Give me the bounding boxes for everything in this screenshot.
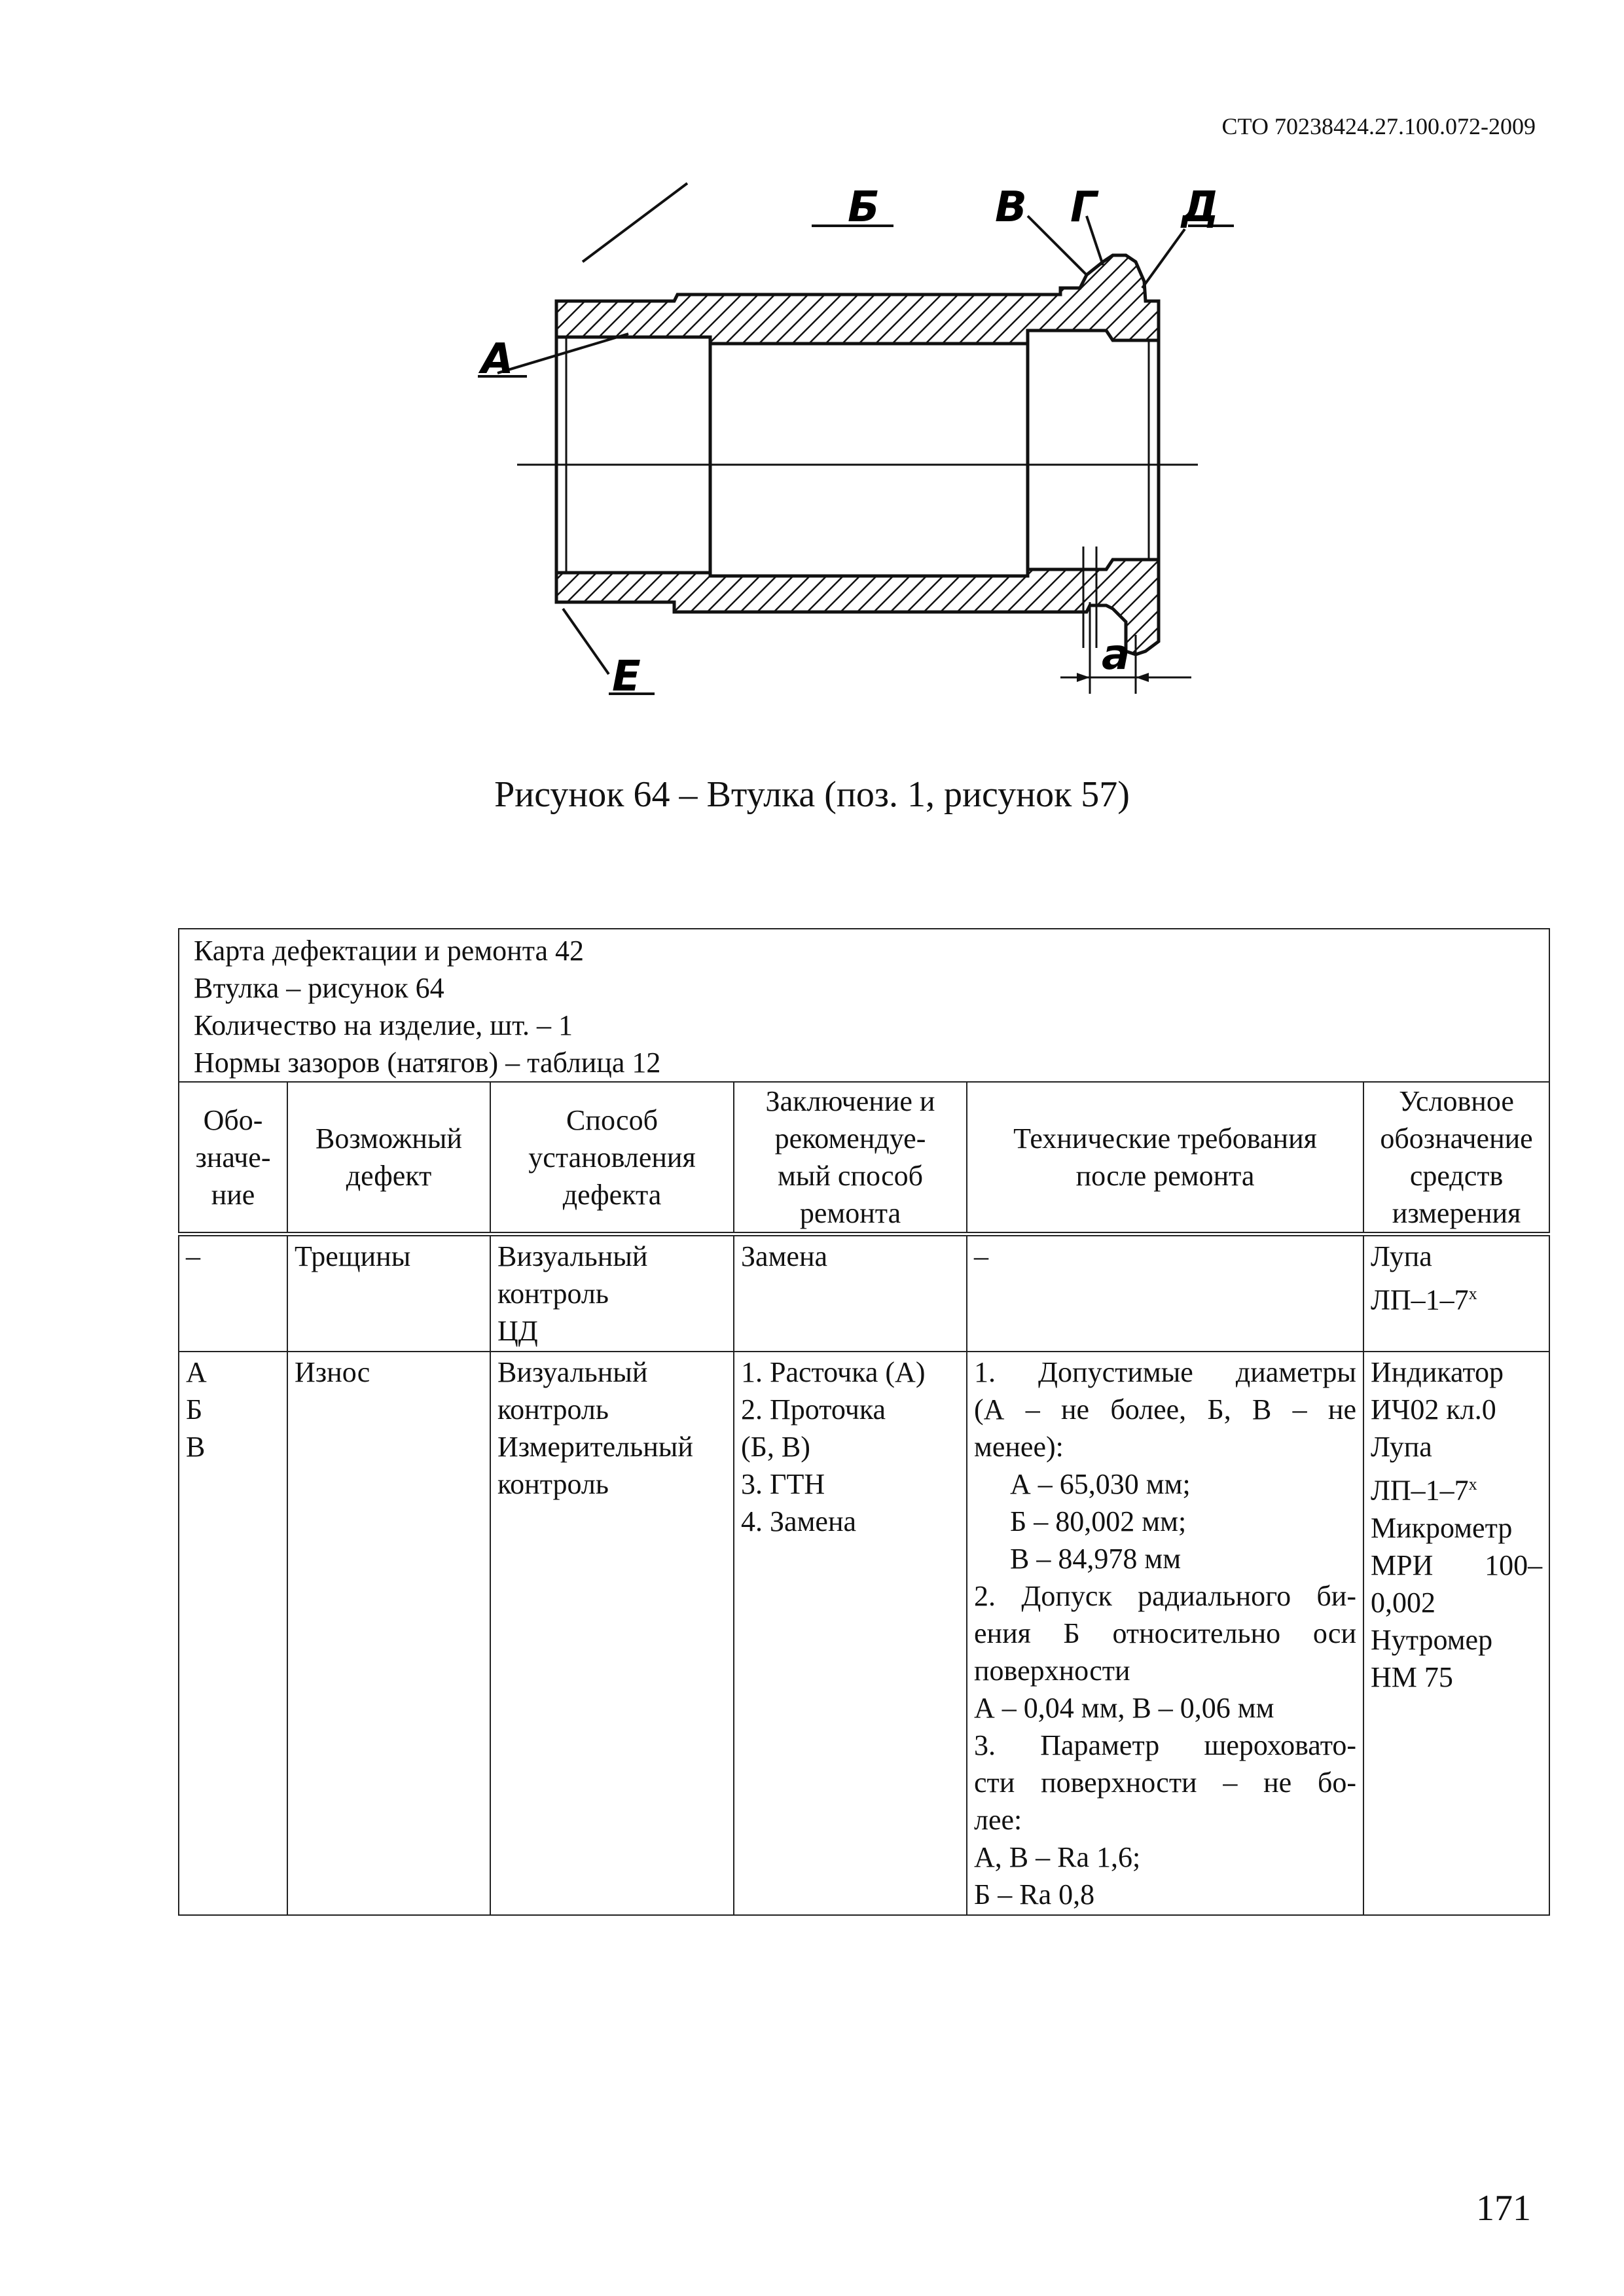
column-header — [734, 1082, 967, 1234]
cell-line: менее): — [974, 1431, 1064, 1463]
label-d: Д — [1182, 183, 1219, 232]
column-header-line: установления — [528, 1141, 696, 1174]
column-header-line: измерения — [1392, 1197, 1521, 1229]
cell-line: А – 0,04 мм, В – 0,06 мм — [974, 1692, 1274, 1724]
cell-line: ИЧ02 кл.0 — [1371, 1393, 1496, 1426]
cell-line: Замена — [741, 1240, 828, 1272]
column-header-line: значе- — [195, 1141, 271, 1174]
top-wall-section — [556, 255, 1159, 344]
cell-line: Лупа — [1371, 1240, 1432, 1272]
cell-tools — [1363, 1352, 1549, 1915]
cell-method — [490, 1234, 734, 1352]
cell-line: контроль — [497, 1278, 609, 1310]
cell-line: МРИ 100– — [1371, 1549, 1543, 1581]
cell-line: лее: — [974, 1804, 1022, 1836]
column-header-line: после ремонта — [1075, 1160, 1255, 1192]
cell-line: Измерительный — [497, 1431, 693, 1463]
column-header-line: мый способ — [777, 1160, 924, 1192]
cell-line: (А – не более, Б, В – не — [974, 1393, 1356, 1426]
cell-line: Б – Ra 0,8 — [974, 1878, 1095, 1910]
cell-line: ения Б относительно оси — [974, 1617, 1356, 1649]
label-g: Г — [1070, 183, 1097, 232]
cell-line: Микрометр — [1371, 1511, 1513, 1544]
cell-line: $ЛП-1-7^х$ — [1371, 1474, 1477, 1507]
bottom-wall-section — [556, 560, 1159, 655]
column-header-line: рекомендуе- — [774, 1122, 926, 1155]
column-header-line: Заключение и — [765, 1085, 935, 1117]
card-title: Карта дефектации и ремонта 42 — [194, 935, 584, 967]
cell-line: 4. Замена — [741, 1505, 857, 1537]
cell-line: 0,002 — [1371, 1586, 1435, 1619]
cell-line: (Б, В) — [741, 1431, 810, 1463]
cell-line: контроль — [497, 1468, 609, 1500]
superscript: х — [1468, 1475, 1477, 1494]
card-header — [179, 929, 1549, 1082]
cell-line: – — [974, 1240, 988, 1272]
label-v: В — [995, 183, 1027, 232]
cell-designation — [179, 1352, 287, 1915]
cell-line: 1. Допустимые диаметры — [974, 1356, 1356, 1388]
cell-repair — [734, 1234, 967, 1352]
table-row — [179, 1352, 1549, 1915]
label-e: Е — [612, 653, 641, 701]
cell-line: А — [186, 1356, 207, 1388]
column-header-line: средств — [1409, 1160, 1504, 1192]
cell-repair — [734, 1352, 967, 1915]
cell-line: 2. Проточка — [741, 1393, 886, 1426]
cell-line: – — [186, 1240, 200, 1272]
cell-line: Лупа — [1371, 1431, 1432, 1463]
cell-line: 1. Расточка (А) — [741, 1356, 926, 1388]
cell-line: Износ — [295, 1356, 370, 1388]
cell-defect — [287, 1352, 490, 1915]
column-header-line: Обо- — [203, 1103, 263, 1136]
superscript: х — [1468, 1284, 1477, 1303]
cell-line: контроль — [497, 1393, 609, 1426]
column-header — [179, 1082, 287, 1234]
cell-line: Нутромер — [1371, 1623, 1493, 1656]
cell-designation — [179, 1234, 287, 1352]
defect-repair-card — [178, 928, 1550, 1916]
cell-line: А, В – Ra 1,6; — [974, 1841, 1141, 1873]
column-header-line: ние — [211, 1178, 255, 1211]
cell-line: сти поверхности – не бо- — [974, 1767, 1356, 1799]
card-norms: Нормы зазоров (натягов) – таблица 12 — [194, 1047, 661, 1079]
bushing-drawing — [458, 177, 1244, 740]
bushing-section-diagram — [458, 177, 1244, 740]
table-row — [179, 1234, 1549, 1352]
cell-line: В — [186, 1431, 206, 1463]
column-header — [490, 1082, 734, 1234]
column-header-line: дефекта — [562, 1178, 662, 1211]
cell-line: 3. ГТН — [741, 1468, 825, 1500]
cell-line: Трещины — [295, 1240, 411, 1272]
cell-line: 2. Допуск радиального би- — [974, 1580, 1356, 1612]
column-header-row — [179, 1082, 1549, 1234]
figure-caption: Рисунок 64 – Втулка (поз. 1, рисунок 57) — [494, 774, 1130, 815]
column-header-line: Технические требования — [1013, 1122, 1317, 1155]
label-a: А — [481, 335, 514, 384]
page-number: 171 — [1476, 2188, 1531, 2229]
cell-line: 3. Параметр шероховато- — [974, 1729, 1356, 1761]
column-header-line: Возможный — [316, 1122, 462, 1155]
label-b: Б — [848, 183, 880, 232]
cell-requirements — [967, 1234, 1363, 1352]
cell-line: В – 84,978 мм — [1010, 1543, 1182, 1575]
cell-line: Визуальный — [497, 1356, 648, 1388]
cell-line: Визуальный — [497, 1240, 648, 1272]
cell-line: поверхности — [974, 1655, 1130, 1687]
cell-line: НМ 75 — [1371, 1660, 1453, 1693]
cell-line: Индикатор — [1371, 1356, 1504, 1388]
cell-line: Б – 80,002 мм; — [1010, 1505, 1187, 1537]
cell-line: $ЛП-1-7^х$ — [1371, 1283, 1477, 1316]
cell-tools — [1363, 1234, 1549, 1352]
document-code: СТО 70238424.27.100.072-2009 — [1221, 113, 1536, 139]
column-header — [967, 1082, 1363, 1234]
dimension-label-a: а — [1102, 631, 1130, 679]
cell-line: Б — [186, 1393, 203, 1426]
cell-line: А – 65,030 мм; — [1010, 1468, 1191, 1500]
column-header-line: дефект — [346, 1160, 432, 1192]
column-header — [1363, 1082, 1549, 1234]
column-header-line: Способ — [566, 1103, 658, 1136]
cell-line: ЦД — [497, 1315, 538, 1347]
card-part: Втулка – рисунок 64 — [194, 972, 444, 1004]
column-header-line: обозначение — [1380, 1122, 1533, 1155]
column-header-line: Условное — [1399, 1085, 1514, 1117]
cell-defect — [287, 1234, 490, 1352]
card-quantity: Количество на изделие, шт. – 1 — [194, 1009, 573, 1041]
cell-requirements — [967, 1352, 1363, 1915]
column-header — [287, 1082, 490, 1234]
column-header-line: ремонта — [799, 1197, 901, 1229]
cell-method — [490, 1352, 734, 1915]
